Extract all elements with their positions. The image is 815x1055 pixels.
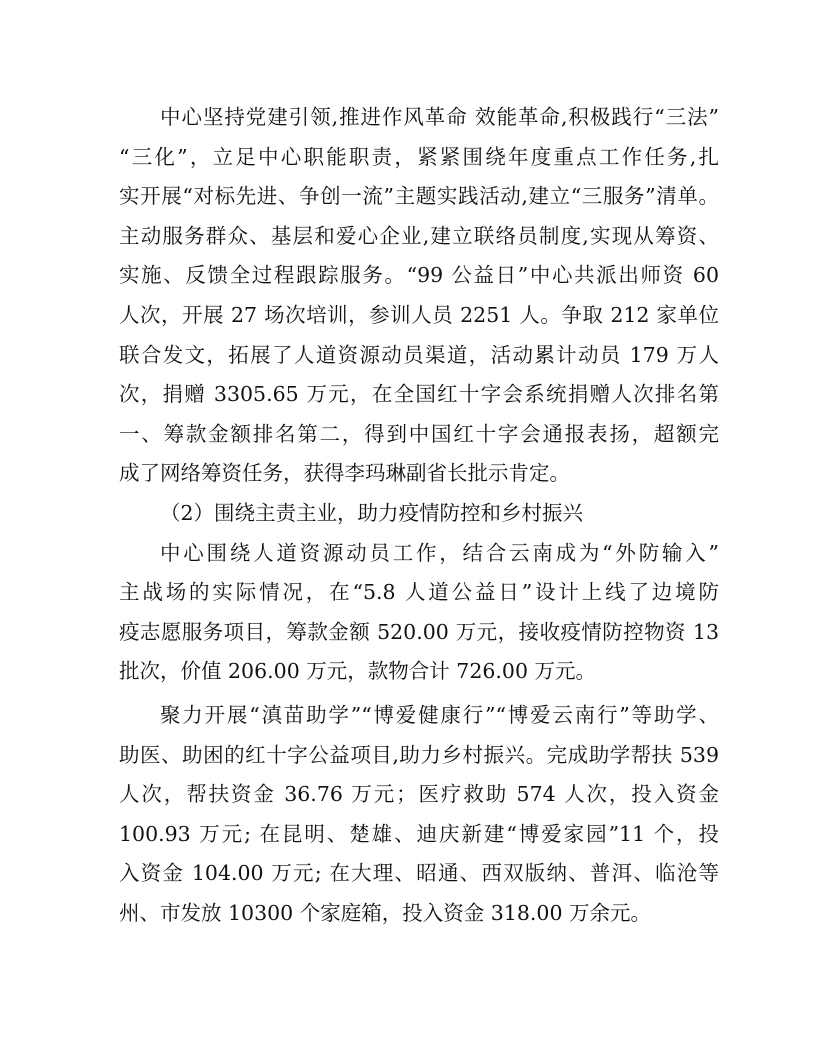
text-line: 人次，帮扶资金 36.76 万元；医疗救助 574 人次，投入资金 <box>119 782 719 807</box>
text-line: 助医、助困的红十字公益项目,助力乡村振兴。完成助学帮扶 539 <box>119 742 719 767</box>
paragraph-party-building <box>119 98 719 494</box>
text-line: 次，捐赠 3305.65 万元，在全国红十字会系统捐赠人次排名第 <box>119 382 719 407</box>
text-line: 聚力开展“滇苗助学”“博爱健康行”“博爱云南行”等助学、 <box>160 702 719 727</box>
text-line: 实开展“对标先进、争创一流”主题实践活动,建立“三服务”清单。 <box>119 184 719 209</box>
text-line: 人次，开展 27 场次培训，参训人员 2251 人。争取 212 家单位 <box>119 302 719 327</box>
text-line: 州、市发放 10300 个家庭箱，投入资金 318.00 万余元。 <box>119 900 652 925</box>
section-heading <box>119 494 719 534</box>
text-line: 批次，价值 206.00 万元，款物合计 726.00 万元。 <box>119 659 597 684</box>
heading-line: （2）围绕主责主业，助力疫情防控和乡村振兴 <box>160 500 584 525</box>
text-line: 入资金 104.00 万元; 在大理、昭通、西双版纳、普洱、临沧等 <box>119 861 719 886</box>
paragraph-rural-revitalization <box>119 696 719 934</box>
text-line: 一、筹款金额排名第二，得到中国红十字会通报表扬，超额完 <box>119 421 719 446</box>
text-line: 实施、反馈全过程跟踪服务。“99 公益日”中心共派出师资 60 <box>119 263 719 288</box>
paragraph-epidemic-prevention <box>119 534 719 692</box>
text-line: 联合发文，拓展了人道资源动员渠道，活动累计动员 179 万人 <box>119 342 719 367</box>
text-line: 100.93 万元; 在昆明、楚雄、迪庆新建“博爱家园”11 个，投 <box>119 821 719 846</box>
text-line: 主动服务群众、基层和爱心企业,建立联络员制度,实现从筹资、 <box>119 223 719 248</box>
text-line: 主战场的实际情况，在“5.8 人道公益日”设计上线了边境防 <box>119 580 719 605</box>
text-line: 中心围绕人道资源动员工作，结合云南成为“外防输入” <box>160 540 719 565</box>
text-line: 成了网络筹资任务，获得李玛琳副省长批示肯定。 <box>119 461 570 486</box>
text-line: 疫志愿服务项目，筹款金额 520.00 万元，接收疫情防控物资 13 <box>119 619 719 644</box>
text-line: “三化”，立足中心职能职责，紧紧围绕年度重点工作任务,扎 <box>119 144 719 169</box>
document-body <box>119 98 719 933</box>
text-line: 中心坚持党建引领,推进作风革命 效能革命,积极践行“三法” <box>160 105 719 129</box>
